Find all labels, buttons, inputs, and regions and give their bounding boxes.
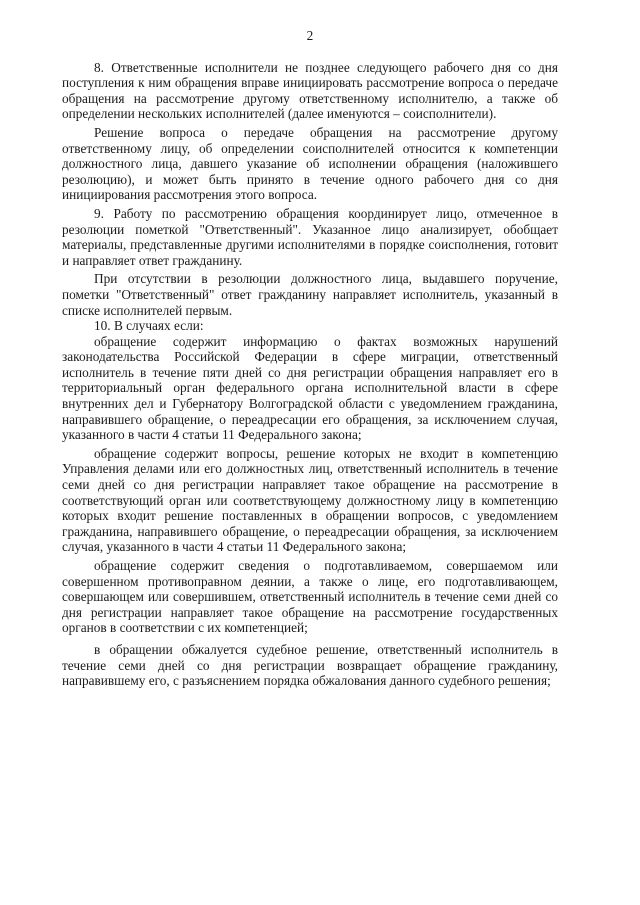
paragraph-10-migration: обращение содержит информацию о фактах возможных нарушений законодательства Российской Федерации в сфере миграции, ответственный исполнитель в течение пяти дней со дня регистрации обращения направляет его в территориальный орган федерального органа исполнительной власти в сфере внутренних дел и Губернатору Волгоградской области с уведомлением гражданина, направившего обращение, о переадресации его обращения, за исключением случая, указанного в части 4 статьи 11 Федерального закона; xyxy=(62,333,558,443)
paragraph-9-absence: При отсутствии в резолюции должностного лица, выдавшего поручение, пометки "Ответственный" ответ гражданину направляет исполнитель, указанный в списке исполнителей первым. xyxy=(62,271,558,318)
paragraph-8: 8. Ответственные исполнители не позднее следующего рабочего дня со дня поступления к ним обращения вправе инициировать рассмотрение вопроса о передаче обращения на рассмотрение другому ответственному исполнителю, а также об определении нескольких исполнителей (далее именуются – соисполнители). xyxy=(62,59,558,122)
paragraph-10-court: в обращении обжалуется судебное решение, ответственный исполнитель в течение семи дней со дня регистрации возвращает обращение гражданину, направившему его, с разъяснением порядка обжалования данного судебного решения; xyxy=(62,641,558,689)
paragraph-8-decision: Решение вопроса о передаче обращения на рассмотрение другому ответственному лицу, об определении соисполнителей относится к компетенции должностного лица, давшего указание об исполнении обращения (наложившего резолюцию), и может быть принято в течение одного рабочего дня со дня инициирования рассмотрения этого вопроса. xyxy=(62,124,558,203)
document-page xyxy=(62,28,558,689)
page-number: 2 xyxy=(306,28,314,43)
paragraph-10-unlawful: обращение содержит сведения о подготавливаемом, совершаемом или совершенном противоправном деянии, а также о лице, его подготавливающем, совершающем или совершившем, ответственный исполнитель в течение семи дней со дня регистрации направляет такое обращение на рассмотрение государственных органов в соответствии с их компетенцией; xyxy=(62,558,558,636)
paragraph-9: 9. Работу по рассмотрению обращения координирует лицо, отмеченное в резолюции пометкой "Ответственный". Указанное лицо анализирует, обобщает материалы, представленные другими исполнителями в порядке соисполнения, готовит и направляет ответ гражданину. xyxy=(62,205,558,268)
paragraph-10-intro: 10. В случаях если: xyxy=(94,318,204,334)
paragraph-10-competence: обращение содержит вопросы, решение которых не входит в компетенцию Управления делами или его должностных лиц, ответственный исполнитель в течение семи дней со дня регистрации направляет такое обращение на рассмотрение в соответствующий орган или соответствующему должностному лицу в компетенцию которых входит решение поставленных в обращении вопросов, с уведомлением гражданина, направившего обращение, о переадресации обращения, за исключением случая, указанного в части 4 статьи 11 Федерального закона; xyxy=(62,445,558,555)
